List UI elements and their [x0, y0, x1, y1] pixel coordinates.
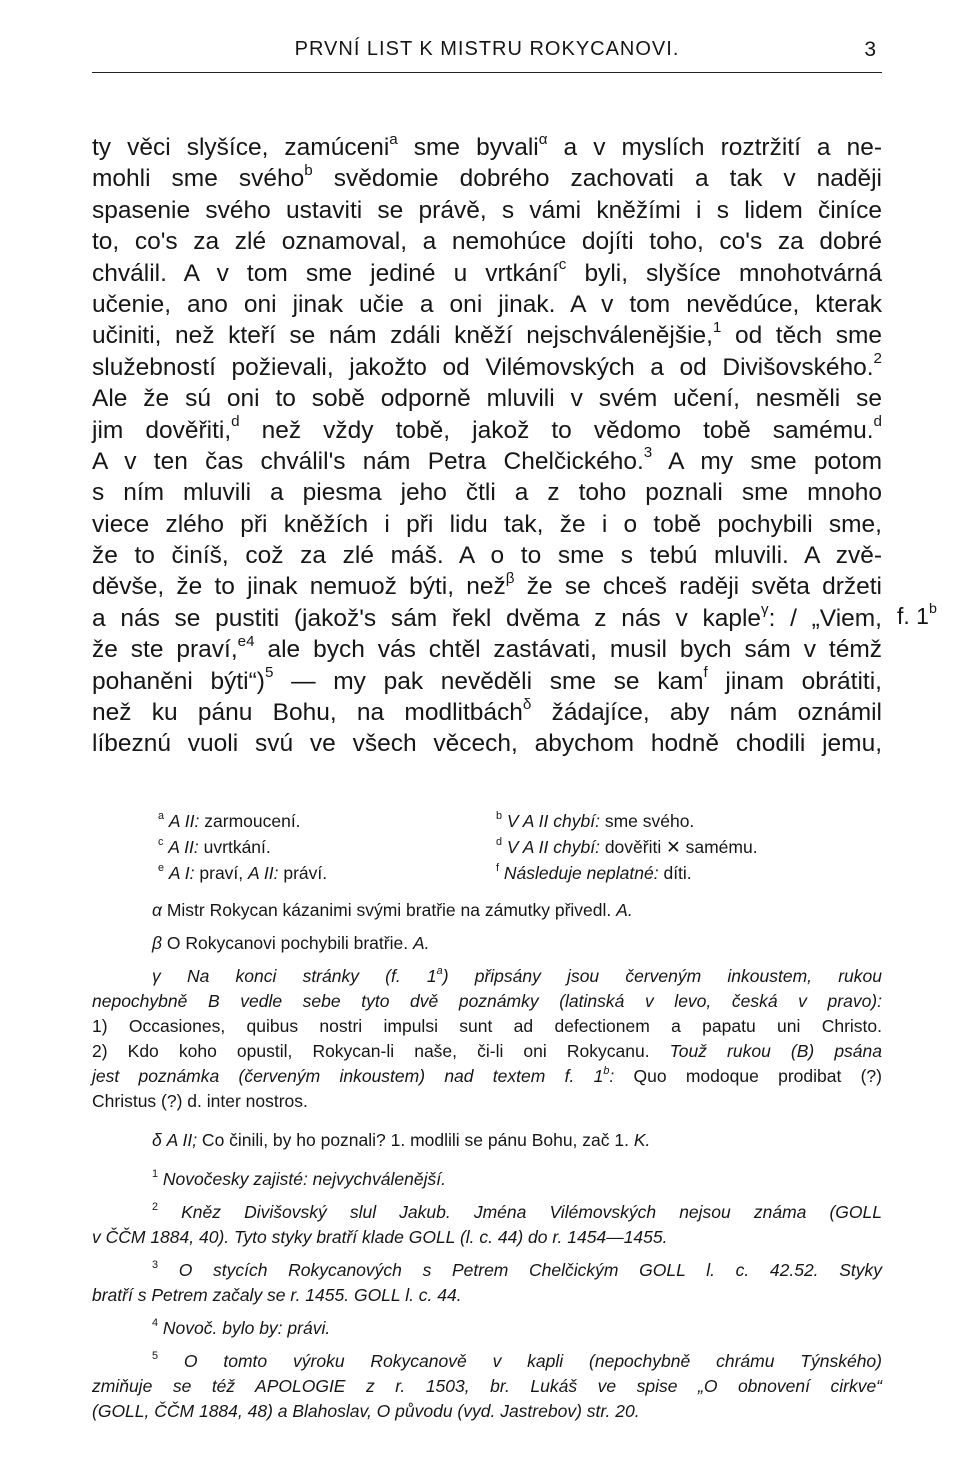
text-line: to, co's za zlé oznamoval, a nemohúce dojíti toho, co's za dobré — [92, 228, 882, 256]
footnote-5 — [92, 1349, 882, 1424]
text-line: děvše, že to jinak nemuož býti, než$^\beta$ že se chceš raději světa držeti — [92, 570, 882, 601]
text-line: A v ten čas chválil's nám Petra Chelčického.$^3$ A my sme potom — [92, 444, 882, 475]
text-line: chválil. A v tom sme jediné u vrtkání$^c$ byli, slyšíce mnohotvárná — [92, 256, 882, 287]
text-line: než ku pánu Bohu, na modlitbách$^\delta$ žádajíce, aby nám oznámil — [92, 695, 883, 727]
footnote-line: γ Na konci stránky (f. 1$^a$) připsány jsou červeným inkoustem, rukou — [152, 964, 882, 986]
text-line: že to činíš, což za zlé máš. A o to sme s tebú mluvili. A zvě- — [92, 542, 882, 570]
text-line: že ste praví,$^{e4}$ ale bych vás chtěl zastávati, musil bych sám v témž — [92, 632, 882, 664]
footnote-line: zmiňuje se též APOLOGIE z r. 1503, br. Lukáš ve spise „O obnovení cirkve“ — [92, 1376, 882, 1396]
footnote-beta: β O Rokycanovi pochybili bratřie. A. — [152, 933, 430, 953]
footnote-3 — [92, 1258, 882, 1308]
text-line: spasenie svého ustaviti se právě, s vámi kněžími i s lidem činíce — [92, 196, 882, 224]
text-line: a nás se pustiti (jakož's sám řekl dvěma z nás v kaple$^\gamma$: / „Viem, — [92, 601, 882, 632]
text-line: pohaněni býti“)$^5$ — my pak nevěděli sme se kam$^f$ jinam obrátiti, — [92, 664, 882, 695]
footnote-line: nepochybně B vedle sebe tyto dvě poznámky (latinská v levo, česká v pravo): — [92, 991, 882, 1011]
text-line: učenie, ano oni jinak učie a oni jinak. A v tom nevědúce, kterak — [92, 290, 882, 318]
text-line: služebností požievali, jakožto od Vilémovských a od Divišovského.$^2$ — [92, 350, 882, 381]
footnote-gamma — [92, 964, 882, 1114]
text-line: líbeznú vuoli svú ve všech věcech, abychom hodně chodili jemu, — [92, 730, 882, 758]
footnote-4: $^4$ Novoč. bylo by: právi. — [152, 1316, 331, 1338]
variant-readings-right — [496, 808, 876, 886]
page-number: 3 — [864, 38, 876, 61]
footnotes — [92, 898, 882, 1424]
text-line: mohli sme svého$^b$ svědomie dobrého zachovati a tak v naději — [92, 161, 882, 193]
footnote-line: jest poznámka (červeným inkoustem) nad textem f. 1$^b$: Quo modoque prodibat (?) — [92, 1064, 882, 1086]
footnote-1: $^1$ Novočesky zajisté: nejvychválenější. — [152, 1167, 446, 1189]
variant-reading: $^d$ V A II chybí: dověřiti ✕ samému. — [496, 835, 758, 857]
text-line: s ním mluvili a piesma jeho čtli a z toho poznali sme mnoho — [92, 479, 882, 507]
running-head: PRVNÍ LIST K MISTRU ROKYCANOVI. — [294, 38, 680, 60]
variant-reading: $^b$ V A II chybí: sme svého. — [496, 809, 695, 831]
main-text — [92, 132, 882, 760]
footnote-line: 2) Kdo koho opustil, Rokycan-li naše, či-li oni Rokycanu. Touž rukou (B) psána — [92, 1041, 882, 1061]
text-line: jim dověřiti,$^d$ než vždy tobě, jakož to vědomo tobě samému.$^d$ — [92, 413, 882, 444]
margin-folio-note: f. 1$^b$ — [897, 601, 937, 629]
footnote-line: v ČČM 1884, 40). Tyto styky bratří klade GOLL (l. c. 44) do r. 1454—1455. — [92, 1227, 668, 1247]
text-line: Ale že sú oni to sobě odporně mluvili v svém učení, nesměli se — [92, 385, 882, 413]
text-line: učiniti, než kteří se nám zdáli kněží nejschválenějšie,$^1$ od těch sme — [92, 318, 882, 350]
footnote-line: 1) Occasiones, quibus nostri impulsi sunt ad defectionem a papatu uni Christo. — [92, 1016, 882, 1036]
footnote-line: $^3$ O stycích Rokycanových s Petrem Chelčickým GOLL l. c. 42.52. Styky — [152, 1258, 882, 1280]
text-line: ty věci slyšíce, zamúceni$^a$ sme byvali$^\alpha$ a v myslích roztržití a ne- — [92, 130, 882, 161]
header-rule — [92, 72, 882, 73]
footnote-line: $^2$ Kněz Divišovský slul Jakub. Jména Vilémovských nejsou známa (GOLL — [152, 1200, 882, 1222]
variant-reading: $^f$ Následuje neplatné: díti. — [496, 861, 692, 883]
variant-readings-left — [158, 808, 478, 886]
footnote-alpha: α Mistr Rokycan kázanimi svými bratřie na zámutky přivedl. A. — [152, 900, 633, 920]
footnote-delta: δ A II; Co činili, by ho poznali? 1. modlili se pánu Bohu, zač 1. K. — [152, 1130, 651, 1150]
variant-reading: $^e$ A I: praví, A II: práví. — [158, 861, 328, 883]
variant-reading: $^a$ A II: zarmoucení. — [158, 809, 301, 831]
footnote-line: $^5$ O tomto výroku Rokycanově v kapli (nepochybně chrámu Týnského) — [152, 1349, 882, 1371]
text-line: viece zlého při kněžích i při lidu tak, že i o tobě pochybili sme, — [92, 510, 882, 538]
footnote-line: Christus (?) d. inter nostros. — [92, 1091, 308, 1111]
variant-reading: $^c$ A II: uvrtkání. — [158, 835, 271, 857]
footnote-2 — [92, 1200, 882, 1250]
footnote-line: (GOLL, ČČM 1884, 48) a Blahoslav, O původu (vyd. Jastrebov) str. 20. — [92, 1401, 640, 1421]
footnote-line: bratří s Petrem začaly se r. 1455. GOLL l. c. 44. — [92, 1285, 462, 1305]
page-header — [92, 38, 882, 74]
